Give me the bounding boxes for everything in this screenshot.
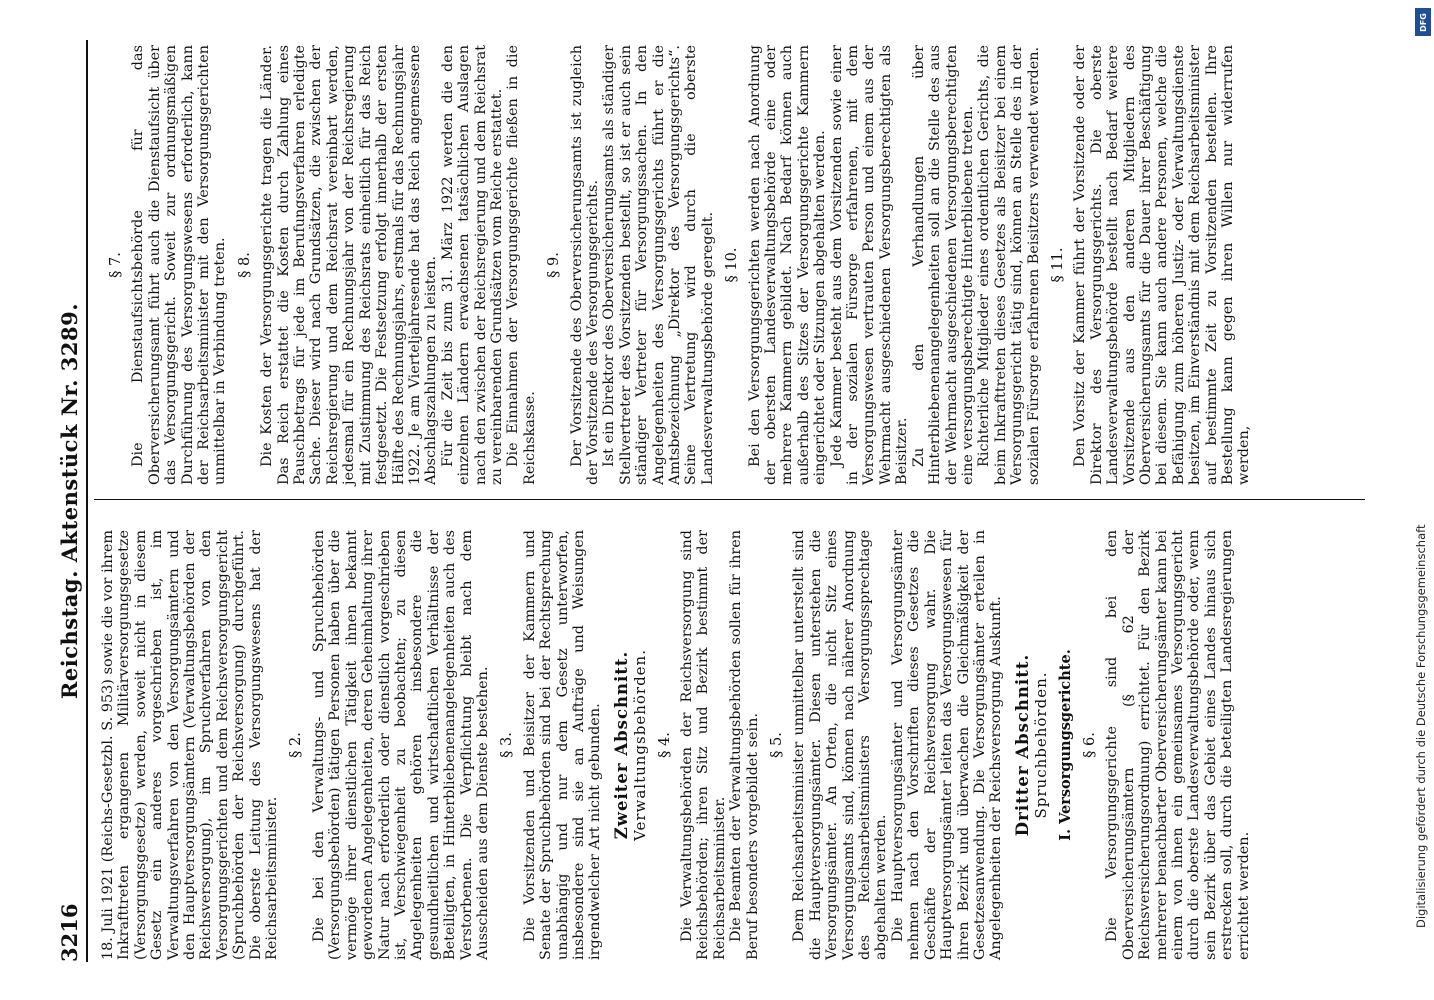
section-heading: § 3.	[499, 732, 516, 758]
part-heading: Zweiter Abschnitt.	[611, 650, 631, 840]
part-subheading: Verwaltungsbehörden.	[631, 649, 650, 841]
part-subheading: Spruchbehörden.	[1032, 671, 1051, 819]
paragraph: Die Einnahmen der Versorgungsgerichte fließen in die Reichskasse.	[505, 45, 538, 485]
column-divider	[94, 499, 1365, 500]
paragraph: Den Vorsitz der Kammer führt der Vorsitzende oder der Direktor des Versorgungsgerichts. Die oberste Landesverwaltungsbehörde bestellt nach Bedarf weitere Vorsitzende aus den anderen Mitgliedern des Oberversicherungsamts für die Dauer ihrer Beschäftigung bei diesem. Sie kann auch andere Personen, welche die Befähigung zum höheren Justiz- oder Verwaltungsdienste besitzen, im Einverständnis mit dem Reichsarbeitsminister auf bestimmte Zeit zu Vorsitzenden bestellen. Ihre Bestellung kann gegen ihren Willen nur widerrufen werden,	[1072, 45, 1253, 485]
paragraph: Die Beamten der Verwaltungsbehörden sollen für ihren Beruf besonders vorgebildet sein.	[728, 530, 761, 960]
paragraph: Für die Zeit bis zum 31. März 1922 werden die den einzelnen Ländern erwachsenen tatsächlichen Auslagen nach den zwischen der Reichsregierung und dem Reichsrat zu vereinbarenden Grundsätzen vom Reiche erstattet.	[439, 45, 505, 485]
section-heading: § 2.	[288, 732, 305, 758]
part-heading: Dritter Abschnitt.	[1012, 653, 1032, 837]
section-heading: § 10.	[724, 247, 741, 283]
paragraph: Die bei den Verwaltungs- und Spruchbehörden (Versorgungsbehörden) tätigen Personen haben über die vermöge ihrer dienstlichen Tätigkeit ihnen bekannt gewordenen Angelegenheiten, deren Geheimhaltung ihrer Natur nach erforderlich oder dienstlich vorgeschrieben ist, Verschwiegenheit zu beobachten; zu diesen Angelegenheiten gehören insbesondere die gesundheitlichen und wirtschaftlichen Verhältnisse der Beteiligten, in Hinterbliebenenangelegenheiten auch des Verstorbenen. Die Verpflichtung bleibt nach dem Ausscheiden aus dem Dienste bestehen.	[310, 530, 491, 960]
section-heading: § 7.	[108, 252, 124, 278]
section-heading: § 5.	[769, 732, 786, 758]
section-heading: § 9.	[546, 252, 563, 278]
dfg-logo: DFG	[1415, 8, 1431, 36]
chapter-heading: I. Versorgungsgerichte.	[1056, 649, 1074, 841]
paragraph: Zu den Verhandlungen über Hinterbliebenenangelegenheiten soll an die Stelle des aus der Wehrmacht ausgeschiedenen Versorgungsberechtigten eine versorgungsberechtigte Hinterbliebene treten.	[910, 45, 976, 485]
paragraph: Die Versorgungsgerichte sind bei den Oberversicherungsämtern (§ 62 der Reichsversicherungsordnung) errichtet. Für den Bezirk mehrerer benachbarter Oberversicherungsämter kann bei einem von ihnen ein gemeinsames Versorgungsgericht durch die oberste Landesverwaltungsbehörde oder, wenn sein Bezirk über das Gebiet eines Landes hinaus sich erstrecken soll, durch die beteiligten Landesregierungen errichtet werden.	[1104, 530, 1252, 960]
paragraph: Der Vorsitzende des Oberversicherungsamts ist zugleich der Vorsitzende des Versorgungsgerichts.	[568, 45, 601, 485]
page-header	[52, 40, 88, 962]
page-title: Reichstag. Aktenstück Nr. 3289.	[57, 302, 82, 700]
paragraph: Bei den Versorgungsgerichten werden nach Anordnung der obersten Landesverwaltungsbehörde eine oder mehrere Kammern gebildet. Nach Bedarf können auch außerhalb des Sitzes der Versorgungsgerichte Kammern eingerichtet oder Sitzungen abgehalten werden.	[746, 45, 829, 485]
right-column	[100, 45, 1253, 485]
left-column	[100, 530, 1252, 960]
section-heading: § 6.	[1081, 732, 1098, 758]
paragraph: Die Hauptversorgungsämter und Versorgungsämter nehmen nach den Vorschriften dieses Gesetzes die Geschäfte der Reichsversorgung wahr. Die Hauptversorgungsämter leiten das Versorgungswesen für ihren Bezirk und überwachen die Gleichmäßigkeit der Gesetzesanwendung. Die Versorgungsämter erteilen in Angelegenheiten der Reichsversorgung Auskunft.	[889, 530, 1005, 960]
paragraph: Dem Reichsarbeitsminister unmittelbar unterstellt sind die Hauptversorgungsämter. Diesen unterstehen die Versorgungsämter. An Orten, die nicht Sitz eines Versorgungsamts sind, können nach näherer Anordnung des Reichsarbeitsministers Versorgungssprechtage abgehalten werden.	[791, 530, 890, 960]
paragraph: Die Verwaltungsbehörden der Reichsversorgung sind Reichsbehörden; ihren Sitz und Bezirk bestimmt der Reichsarbeitsminister.	[679, 530, 728, 960]
paragraph: 18. Juli 1921 (Reichs-Gesetzbl. S. 953) sowie die vor ihrem Inkrafttreten ergangenen Militärversorgungsgesetze (Versorgungsgesetze) werden, soweit nicht in diesem Gesetz ein anderes vorgeschrieben ist, im Verwaltungsverfahren von den Versorgungsämtern und den Hauptversorgungsämtern (Verwaltungsbehörden der Reichsversorgung), im Spruchverfahren von den Versorgungsgerichten und dem Reichsversorgungsgericht (Spruchbehörden der Reichsversorgung) durchgeführt. Die oberste Leitung des Versorgungswesens hat der Reichsarbeitsminister.	[100, 530, 281, 960]
section-heading: § 8.	[236, 252, 253, 278]
paragraph: Jede Kammer besteht aus dem Vorsitzenden sowie einer in der sozialen Fürsorge erfahrenen, mit dem Versorgungswesen vertrauten Person und einem aus der Wehrmacht ausgeschiedenen Versorgungsberechtigten als Beisitzer.	[828, 45, 911, 485]
credit-text: Digitalisierung gefördert durch die Deutsche Forschungsgemeinschaft	[1414, 524, 1428, 928]
paragraph: Richterliche Mitglieder eines ordentlichen Gerichts, die beim Inkrafttreten dieses Gesetzes als Beisitzer bei einem Versorgungsgericht tätig sind, können an Stelle des in der sozialen Fürsorge erfahrenen Beisitzers verwendet werden.	[976, 45, 1042, 485]
paragraph: Die Dienstaufsichtsbehörde für das Oberversicherungsamt führt auch die Dienstaufsicht über das Versorgungsgericht. Soweit zur ordnungsmäßigen Durchführung des Versorgungswesens erforderlich, kann der Reichsarbeitsminister mit den Versorgungsgerichten unmittelbar in Verbindung treten.	[130, 45, 229, 485]
page-number: 3216	[57, 903, 82, 962]
paragraph: Die Vorsitzenden und Beisitzer der Kammern und Senate der Spruchbehörden sind bei der Rechtsprechung unabhängig und nur dem Gesetz unterworfen, insbesondere sind sie an Aufträge und Weisungen irgendwelcher Art nicht gebunden.	[521, 530, 604, 960]
paragraph: Die Kosten der Versorgungsgerichte tragen die Länder. Das Reich erstattet die Kosten durch Zahlung eines Pauschbetrags für jede im Berufungsverfahren erledigte Sache. Dieser wird nach Grundsätzen, die zwischen der Reichsregierung und dem Reichsrat vereinbart werden, jedesmal für ein Rechnungsjahr von der Reichsregierung mit Zustimmung des Reichsrats einheitlich für das Reich festgesetzt. Die Festsetzung erfolgt innerhalb der ersten Hälfte des Rechnungsjahrs, erstmals für das Rechnungsjahr 1922. Je am Vierteljahresende hat das Reich angemessene Abschlagszahlungen zu leisten.	[259, 45, 440, 485]
section-heading: § 4.	[656, 732, 673, 758]
digitization-credit	[1412, 0, 1434, 1000]
paragraph: Ist ein Direktor des Oberversicherungsamts als ständiger Stellvertreter des Vorsitzenden bestellt, so ist er auch sein ständiger Vertreter für Versorgungssachen. In den Angelegenheiten des Versorgungsgerichts führt er die Amtsbezeichnung „Direktor des Versorgungsgerichts“. Seine Vertretung wird durch die oberste Landesverwaltungsbehörde geregelt.	[601, 45, 716, 485]
section-heading: § 11.	[1049, 247, 1066, 283]
